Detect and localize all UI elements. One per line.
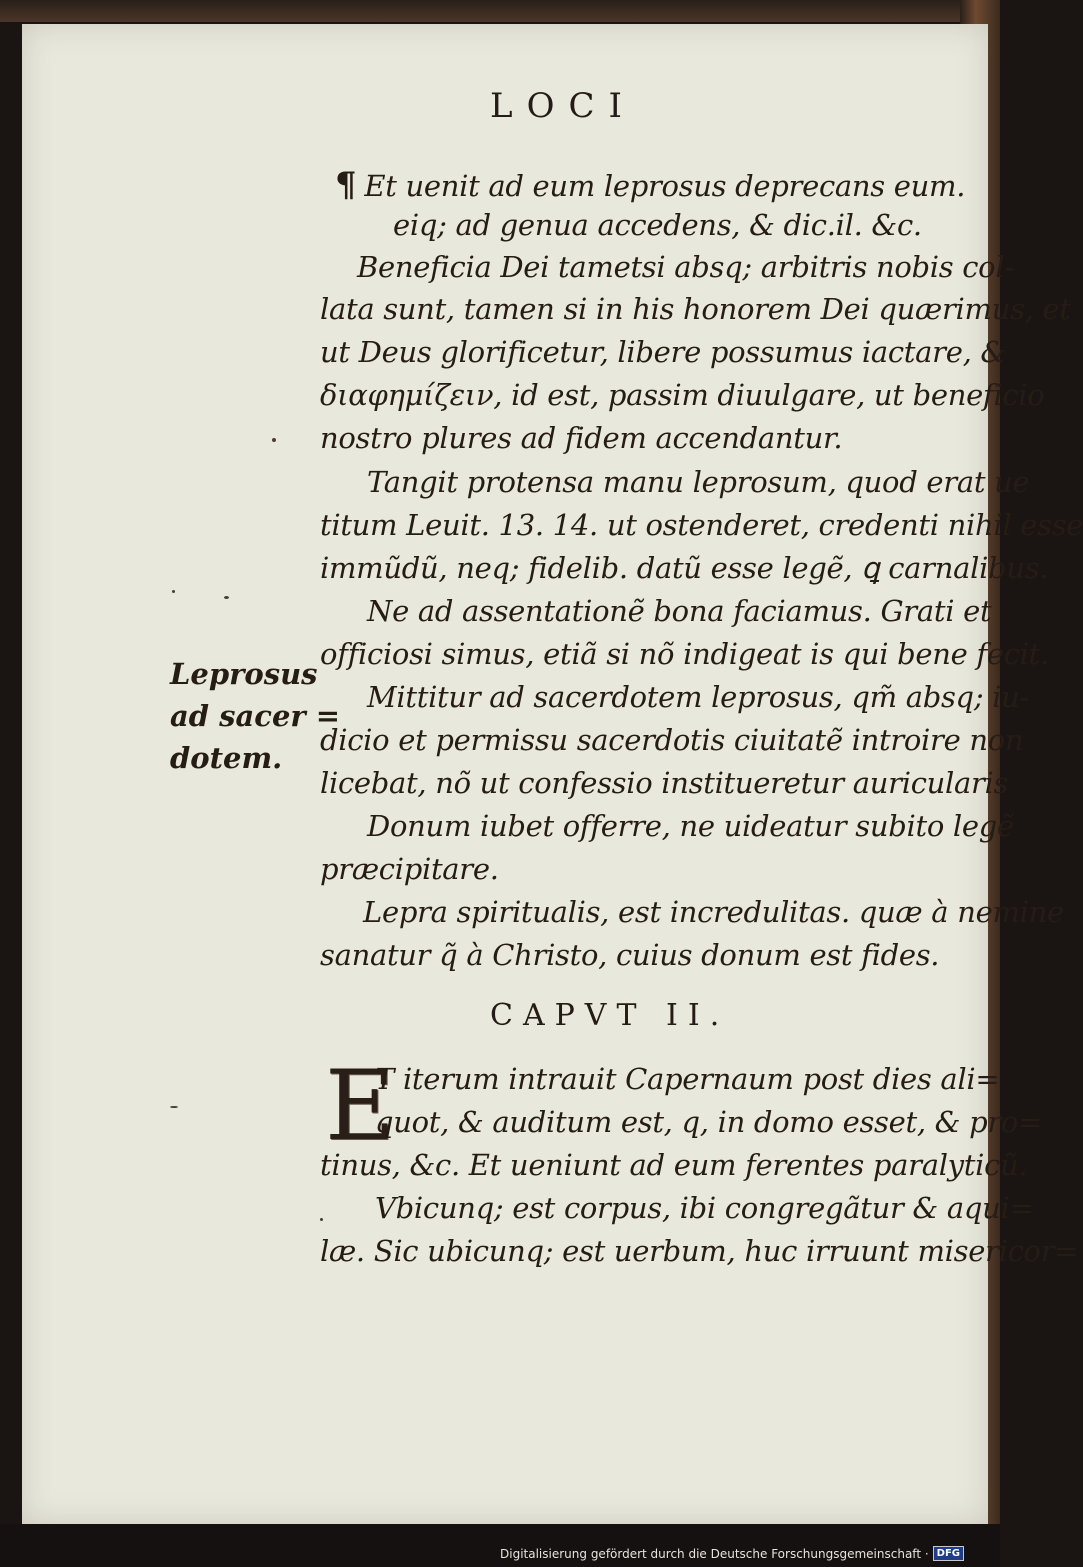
- body-line: [367, 594, 991, 628]
- line-text: læ. Sic ubicunq; est uerbum, huc irruunt misericor=: [320, 1234, 1079, 1268]
- line-text: ut Deus glorificetur, libere possumus iactare, &: [320, 335, 1006, 369]
- line-text: Beneficia Dei tametsi absq; arbitris nobis col-: [357, 250, 1014, 284]
- body-line: [320, 292, 1071, 326]
- line-text: Vbicunq; est corpus, ibi congregãtur & aqui=: [375, 1191, 1034, 1225]
- digitization-footer: [500, 1546, 964, 1561]
- chapter-line: [375, 1062, 999, 1096]
- body-line: [367, 465, 1029, 499]
- pilcrow-icon: ¶: [335, 165, 357, 205]
- body-line: [320, 508, 1083, 542]
- body-line: [320, 852, 499, 886]
- dfg-logo: DFG: [933, 1546, 964, 1561]
- chapter-line: [375, 1105, 1042, 1139]
- line-text: eiq; ad genua accedens, & dic.il. &c.: [393, 208, 922, 242]
- line-text: διαφημίζειν, id est, passim diuulgare, ut beneficio: [320, 378, 1045, 412]
- body-line: [393, 208, 922, 242]
- body-line: [367, 809, 1014, 843]
- decorated-initial: E: [325, 1050, 396, 1162]
- line-text: officiosi simus, etiã si nõ indigeat is qui bene fecit.: [320, 637, 1049, 671]
- chapter-line: [375, 1191, 1033, 1225]
- line-text: Tangit protensa manu leprosum, quod erat ue: [367, 465, 1030, 499]
- chapter-line: [320, 1234, 1078, 1268]
- footer-text: Digitalisierung gefördert durch die Deutsche Forschungsgemeinschaft ·: [500, 1546, 929, 1561]
- line-text: sanatur q̃ à Christo, cuius donum est fides.: [320, 938, 940, 972]
- line-text: licebat, nõ ut confessio institueretur auricularis: [320, 766, 1009, 800]
- running-head: LOCI: [490, 86, 636, 126]
- margin-note-line: Leprosus: [170, 657, 318, 691]
- body-line: [335, 165, 965, 205]
- line-text: Et uenit ad eum leprosus deprecans eum.: [364, 169, 966, 203]
- ink-speck: [170, 1106, 178, 1108]
- body-line: [320, 378, 1044, 412]
- line-text: Ne ad assentationẽ bona faciamus. Grati et: [367, 594, 992, 628]
- book-binding-top: [0, 0, 1000, 22]
- line-text: dicio et permissu sacerdotis ciuitatẽ introire non: [320, 723, 1024, 757]
- line-text: T iterum intrauit Capernaum post dies ali=: [375, 1062, 1000, 1096]
- margin-note-line: dotem.: [170, 741, 283, 775]
- ink-speck: [224, 596, 229, 599]
- line-text: tinus, &c. Et ueniunt ad eum ferentes paralyticũ.: [320, 1148, 1028, 1182]
- body-line: [320, 938, 939, 972]
- line-text: Mittitur ad sacerdotem leprosus, qm̃ absq; iu-: [367, 680, 1030, 714]
- body-line: [320, 551, 1048, 585]
- line-text: præcipitare.: [320, 852, 499, 886]
- body-line: [367, 680, 1029, 714]
- line-text: quot, & auditum est, q, in domo esset, & pro=: [375, 1105, 1043, 1139]
- line-text: Lepra spiritualis, est incredulitas. quæ à nemine: [363, 895, 1064, 929]
- body-line: [320, 723, 1023, 757]
- body-line: [357, 250, 1014, 284]
- chapter-title: CAPVT II.: [490, 998, 730, 1033]
- ink-speck: [272, 438, 276, 442]
- chapter-line: [320, 1148, 1027, 1182]
- body-line: [320, 766, 1008, 800]
- ink-speck: [320, 1218, 323, 1221]
- ink-speck: [172, 590, 175, 593]
- line-text: lata sunt, tamen si in his honorem Dei quærimus, et: [320, 292, 1071, 326]
- line-text: Donum iubet offerre, ne uideatur subito legẽ: [367, 809, 1014, 843]
- body-line: [320, 637, 1049, 671]
- body-line: [320, 421, 842, 455]
- margin-note-line: ad sacer =: [170, 699, 341, 733]
- line-text: titum Leuit. 13. 14. ut ostenderet, credenti nihil esse: [320, 508, 1083, 542]
- line-text: immũdũ, neq; fidelib. datũ esse legẽ, ꝗ carnalibus.: [320, 551, 1049, 585]
- line-text: nostro plures ad fidem accendantur.: [320, 421, 843, 455]
- body-line: [363, 895, 1064, 929]
- body-line: [320, 335, 1006, 369]
